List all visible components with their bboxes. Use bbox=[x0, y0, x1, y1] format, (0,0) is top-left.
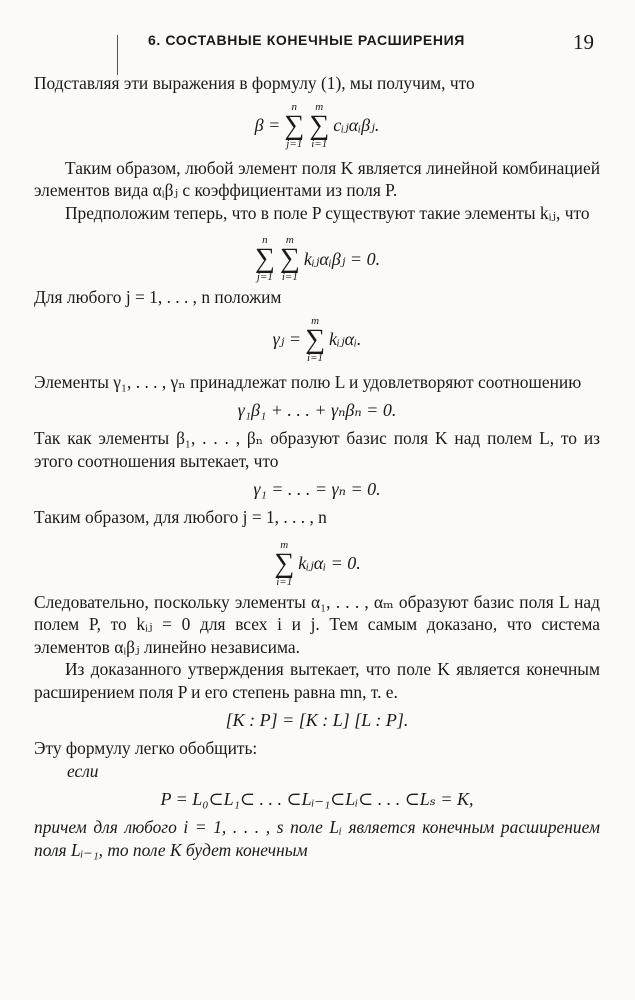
formula-1-lhs: β = bbox=[254, 115, 281, 136]
sum-upper-limit: n bbox=[262, 234, 268, 246]
sum-symbol: m ∑ i=1 bbox=[274, 538, 295, 588]
sum-symbol: m ∑ i=1 bbox=[279, 234, 300, 283]
paragraph-1: Подставляя эти выражения в формулу (1), мы получим, что bbox=[34, 73, 475, 93]
section-title: 6. СОСТАВНЫЕ КОНЕЧНЫЕ РАСШИРЕНИЯ bbox=[148, 32, 465, 48]
sum-upper-limit: m bbox=[315, 100, 324, 113]
paragraph-8: Следовательно, поскольку элементы α₁, . . . , αₘ образуют базис поля L над полем P, то kᵢⱼ = 0 для всех i и j. Тем самым доказано, что система элементов αᵢβⱼ линейно независима. bbox=[34, 591, 600, 657]
paragraph-11: причем для любого i = 1, . . . , s поле Lᵢ является конечным расширением поля Lᵢ₋₁, то поле K будет конечным bbox=[34, 817, 600, 860]
sum-symbol: m ∑ i=1 bbox=[309, 100, 330, 150]
formula-5: γ₁ = . . . = γₙ = 0. bbox=[253, 479, 381, 499]
margin-mark bbox=[117, 35, 118, 75]
sum-symbol: n ∑ j=1 bbox=[284, 100, 305, 150]
sum-upper-limit: m bbox=[285, 234, 294, 246]
formula-7: [K : P] = [K : L] [L : P]. bbox=[225, 710, 409, 730]
paragraph-10: Эту формулу легко обобщить: bbox=[34, 738, 258, 758]
sum-upper-limit: n bbox=[291, 100, 298, 113]
formula-1-rhs: cᵢⱼαᵢβⱼ. bbox=[333, 115, 380, 136]
formula-3 bbox=[34, 311, 600, 369]
sum-lower-limit: i=1 bbox=[281, 271, 298, 283]
formula-4: γ₁β₁ + . . . + γₙβₙ = 0. bbox=[237, 400, 397, 420]
sum-lower-limit: i=1 bbox=[307, 351, 324, 364]
paragraph-7: Таким образом, для любого j = 1, . . . , n bbox=[34, 507, 327, 527]
paragraph-9: Из доказанного утверждения вытекает, что поле K является конечным расширением поля P и его степень равна mn, т. е. bbox=[34, 659, 600, 702]
formula-6-rhs: kᵢⱼαᵢ = 0. bbox=[298, 553, 361, 574]
formula-8: P = L₀⊂L₁⊂ . . . ⊂Lᵢ₋₁⊂Lᵢ⊂ . . . ⊂Lₛ = K, bbox=[160, 789, 474, 809]
paragraph-4: Для любого j = 1, . . . , n положим bbox=[34, 287, 282, 307]
paragraph-6: Так как элементы β₁, . . . , βₙ образуют базис поля K над полем L, то из этого соотношения вытекает, что bbox=[34, 428, 600, 471]
running-header bbox=[0, 30, 635, 60]
sum-lower-limit: j=1 bbox=[256, 271, 273, 283]
sum-lower-limit: i=1 bbox=[311, 137, 328, 150]
page-number: 19 bbox=[573, 30, 594, 54]
formula-2-rhs: kᵢⱼαᵢβⱼ = 0. bbox=[303, 248, 381, 269]
sum-upper-limit: m bbox=[280, 538, 289, 551]
paragraph-5: Элементы γ₁, . . . , γₙ принадлежат полю L и удовлетворяют соотношению bbox=[34, 371, 582, 392]
formula-2 bbox=[34, 226, 600, 284]
paragraph-3: Предположим теперь, что в поле P существуют такие элементы kᵢⱼ, что bbox=[65, 202, 590, 223]
word-esli: если bbox=[67, 760, 99, 781]
sum-lower-limit: i=1 bbox=[276, 575, 293, 588]
formula-1 bbox=[34, 97, 600, 155]
formula-3-lhs: γⱼ = bbox=[272, 329, 302, 350]
paragraph-2: Таким образом, любой элемент поля K является линейной комбинацией элементов вида αᵢβⱼ с коэффициентами из поля P. bbox=[34, 157, 600, 200]
page-body bbox=[34, 72, 600, 861]
sum-symbol: m ∑ i=1 bbox=[305, 314, 326, 364]
sum-upper-limit: m bbox=[311, 314, 320, 327]
sum-symbol: n ∑ j=1 bbox=[254, 234, 275, 283]
sum-lower-limit: j=1 bbox=[286, 137, 303, 150]
formula-3-rhs: kᵢⱼαᵢ. bbox=[329, 329, 362, 350]
formula-6 bbox=[34, 531, 600, 589]
